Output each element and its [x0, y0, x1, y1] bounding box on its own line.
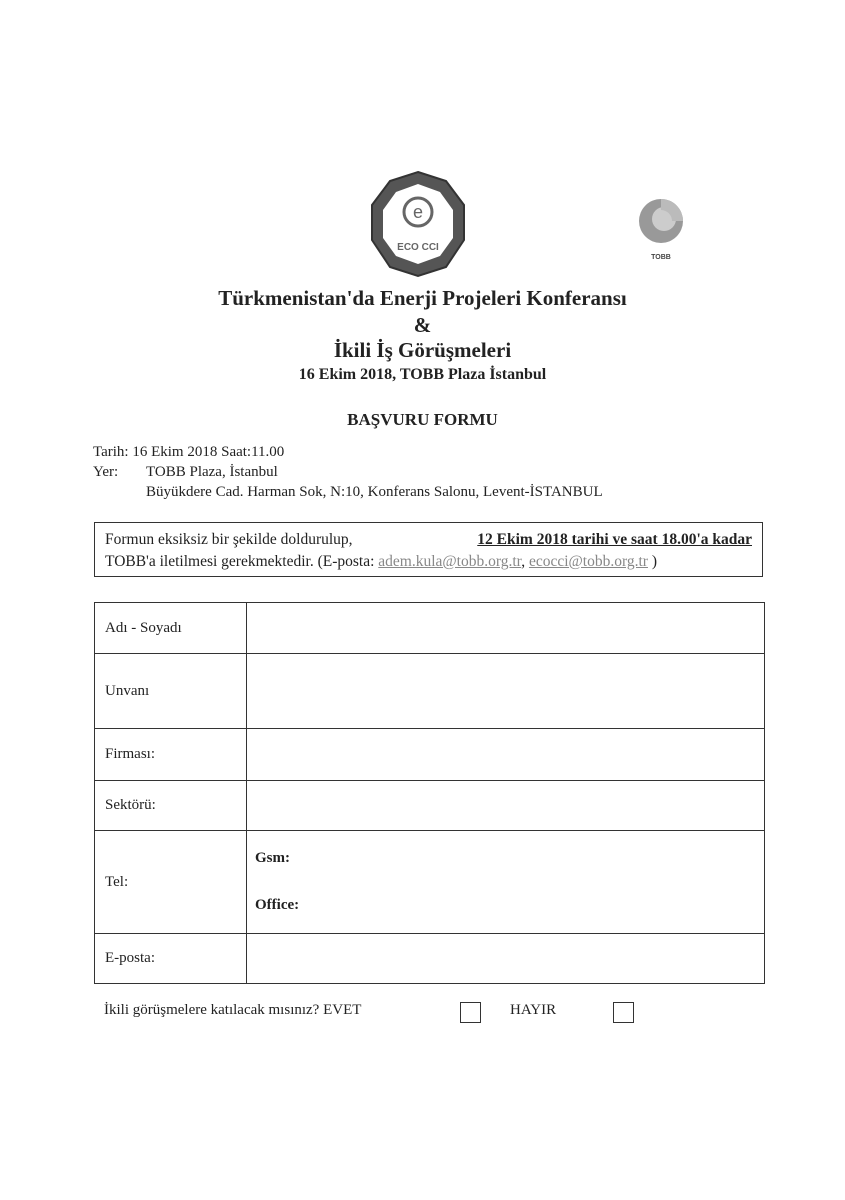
form-title: BAŞVURU FORMU — [347, 410, 498, 429]
sector-field[interactable] — [247, 781, 765, 831]
email-field[interactable] — [247, 934, 765, 984]
title-label: Unvanı — [95, 654, 247, 729]
name-label: Adı - Soyadı — [95, 603, 247, 654]
eco-cci-logo — [368, 170, 468, 278]
date-place: 16 Ekim 2018, TOBB Plaza İstanbul — [298, 366, 547, 383]
svg-text:e: e — [412, 202, 424, 222]
sector-label: Sektörü: — [95, 781, 247, 831]
meeting-question: İkili görüşmelere katılacak mısınız? EVET — [104, 1002, 362, 1018]
address: Büyükdere Cad. Harman Sok, N:10, Konferans Salonu, Levent-İSTANBUL — [146, 484, 603, 500]
table-row — [95, 603, 765, 654]
company-field[interactable] — [247, 729, 765, 781]
date-line: Tarih: 16 Ekim 2018 Saat:11.00 — [93, 444, 285, 460]
ampersand: & — [413, 313, 432, 337]
table-row — [95, 831, 765, 934]
email-label: E-posta: — [95, 934, 247, 984]
place: TOBB Plaza, İstanbul — [146, 464, 278, 480]
table-row — [95, 781, 765, 831]
notice-prefix: Formun eksiksiz bir şekilde doldurulup, — [105, 531, 353, 548]
office-label: Office: — [255, 897, 300, 913]
notice-box — [94, 522, 763, 577]
svg-text:TOBB: TOBB — [651, 254, 671, 261]
email-link-2[interactable]: ecocci@tobb.org.tr — [528, 553, 648, 570]
table-row — [95, 934, 765, 984]
notice-line2: TOBB'a iletilmesi gerekmektedir. (E-posta: — [105, 553, 375, 570]
conference-subtitle: İkili İş Görüşmeleri — [333, 338, 512, 362]
application-table — [94, 602, 765, 984]
conference-title: Türkmenistan'da Enerji Projeleri Konferansı — [218, 286, 627, 310]
svg-text:ECO CCI: ECO CCI — [397, 242, 439, 253]
table-row — [95, 654, 765, 729]
no-checkbox[interactable] — [613, 1002, 634, 1023]
yes-checkbox[interactable] — [460, 1002, 481, 1023]
no-label: HAYIR — [510, 1002, 557, 1018]
phone-field[interactable] — [247, 831, 765, 934]
tobb-logo — [620, 183, 702, 263]
table-row — [95, 729, 765, 781]
company-label: Firması: — [95, 729, 247, 781]
paren: ) — [651, 553, 658, 570]
title-field[interactable] — [247, 654, 765, 729]
name-field[interactable] — [247, 603, 765, 654]
email-link-1[interactable]: adem.kula@tobb.org.tr — [378, 553, 522, 570]
phone-label: Tel: — [95, 831, 247, 934]
deadline: 12 Ekim 2018 tarihi ve saat 18.00'a kadar — [477, 531, 752, 548]
gsm-label: Gsm: — [255, 850, 290, 866]
place-label: Yer: — [93, 464, 119, 480]
separator: , — [521, 553, 526, 570]
